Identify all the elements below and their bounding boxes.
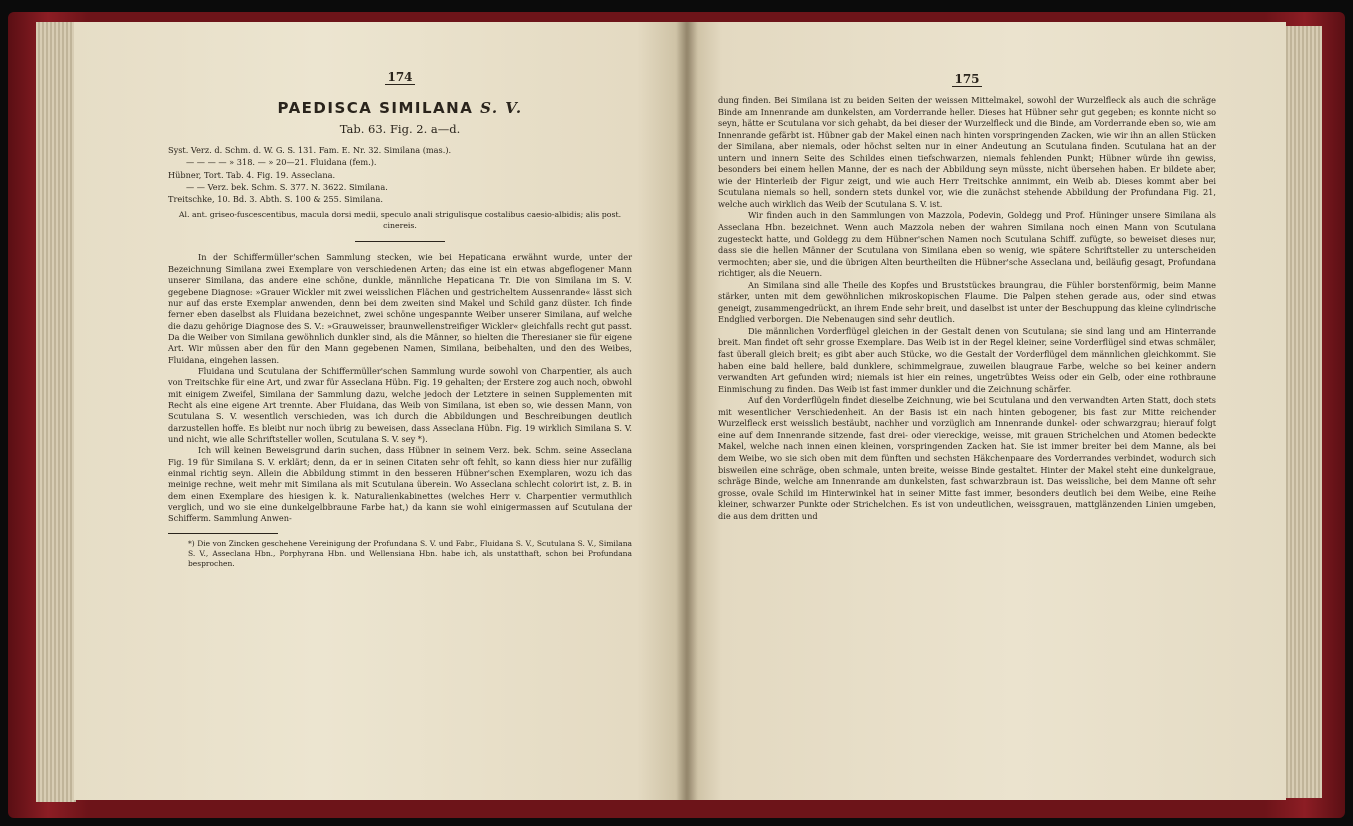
latin-diagnosis: Al. ant. griseo-fuscescentibus, macula dorsi medii, speculo anali strigulisque costalibus caesio-albidis; alis post. cinereis. <box>178 210 622 231</box>
synonymy-list <box>168 144 632 205</box>
synonymy-line: — — — — » 318. — » 20—21. Fluidana (fem.). <box>186 157 377 168</box>
section-divider <box>355 241 445 242</box>
paragraph: Auf den Vorderflügeln findet dieselbe Zeichnung, wie bei Scutulana und den verwandten Arten Statt, doch stets mit wesentlicher Verschiedenheit. An der Basis ist ein nach hinten gebogener, bis fast zur Mitte reichender Wurzelfleck erst weisslich bestäubt, nachher und vorzüglich am Innenrande dunkel- oder schwarzgrau; hierauf folgt eine auf dem Innenrande sitzende, fast drei- oder viereckige, weisse, mit grauen Strichelchen und Atomen bedeckte Makel, welche nach innen einen kleinen, vorspringenden Zacken hat. Sie ist immer breiter bei dem Manne, als bei dem Weibe, wo sie sich oben mit dem fünften und sechsten Häkchenpaare des Vorderrandes verbindet, wodurch sich bisweilen eine schräge, oben schmale, unten breite, weisse Binde gestaltet. Hinter der Makel steht eine dunkelgraue, schräge Binde, welche am Innenrande am dunkelsten, fast schwarzbraun ist. Das weissliche, bei dem Manne oft sehr grosse, ovale Schild im Hinterwinkel hat in seiner Mitte fast immer, besonders deutlich bei dem Weibe, eine Reihe kleiner, schwarzer Punkte oder Strichelchen. Es ist von undeutlichen, weissgrauen, mattglänzenden Linien umgeben, die aus dem dritten und <box>718 395 1216 521</box>
body-text <box>718 95 1216 522</box>
page-edges-right <box>1284 26 1322 798</box>
right-page <box>686 22 1286 800</box>
paragraph: Ich will keinen Beweisgrund darin suchen, dass Hübner in seinem Verz. bek. Schm. seine Asseclana Fig. 19 für Similana S. V. erklärt; denn, da er in seinen Citaten sehr oft fehlt, so kann diess hier nur zufällig einmal richtig seyn. Allein die Abbildung stimmt in den besseren Hübner'schen Exemplaren, wozu ich das meinige rechne, weit mehr mit Similana als mit Scutulana überein. Wo Asseclana schlecht colorirt ist, z. B. in dem einen Exemplare des hiesigen k. k. Naturalienkabinettes (welches Herr v. Charpentier vermuthlich verglich, und wo sie eine dunkelgelbbraune Farbe hat,) da kann sie wohl einigermassen auf Scutulana der Schifferm. Sammlung Anwen- <box>168 445 632 524</box>
synonymy-line: Syst. Verz. d. Schm. d. W. G. S. 131. Fam. E. Nr. 32. Similana (mas.). <box>168 145 452 155</box>
book-gutter <box>676 22 698 800</box>
paragraph: dung finden. Bei Similana ist zu beiden Seiten der weissen Mittelmakel, sowohl der Wurzelfleck als auch die schräge Binde am Innenrande am dunkelsten, am Vorderrande heller. Dieses hat Hübner sehr gut gegeben; es konnte nicht so seyn, hätte er Scutulana vor sich gehabt, da bei dieser der Wurzelfleck und die Binde, am Vorderrande eben so, wie am Innenrande gefärbt ist. Hübner gab der Makel einen nach hinten vorspringenden Zacken, wie wir ihn an allen Stücken der Similana, aber niemals, oder höchst selten nur in einer Andeutung an Scutulana finden. Scutulana hat an der untern und innern Seite des Schildes einen tiefschwarzen, niemals fehlenden Punkt; Hübner würde ihn gewiss, besonders bei einem hellen Manne, der es nach der Abbildung seyn müsste, nicht übersehen haben. Er bildete aber, wie der Hinterleib der Figur zeigt, und wie auch Herr Treitschke annimmt, ein Weib ab. Dieses kommt aber bei Scutulana niemals so hell, sondern stets dunkel vor, wie die zunächst stehende Abbildung der Profundana Fig. 21, welche auch wirklich das Weib der Scutulana S. V. ist. <box>718 95 1216 209</box>
species-title <box>168 99 632 117</box>
right-page-content <box>718 22 1216 522</box>
synonymy-line: — — Verz. bek. Schm. S. 377. N. 3622. Similana. <box>186 181 388 192</box>
footnote-divider <box>168 533 278 534</box>
synonymy-line: Hübner, Tort. Tab. 4. Fig. 19. Asseclana. <box>168 169 336 180</box>
body-text <box>168 252 632 524</box>
left-page-content <box>168 22 632 569</box>
page-number: 174 <box>387 70 413 84</box>
species-authority: S. V. <box>480 99 523 117</box>
page-number: 175 <box>954 72 980 86</box>
footnote: *) Die von Zincken geschehene Vereinigung der Profundana S. V. und Fabr., Fluidana S. V., Scutulana S. V., Similana S. V., Asseclana Hbn., Porphyrana Hbn. und Wellensiana Hbn. habe ich, als unstatthaft, schon bei Profundana besprochen. <box>188 538 632 568</box>
plate-reference: Tab. 63. Fig. 2. a—d. <box>339 122 461 136</box>
species-name: PAEDISCA SIMILANA <box>277 99 474 117</box>
synonymy-line: Treitschke, 10. Bd. 3. Abth. S. 100 & 255. Similana. <box>168 194 383 205</box>
paragraph: An Similana sind alle Theile des Kopfes und Bruststückes braungrau, die Fühler borstenförmig, beim Manne stärker, unten mit dem gewöhnlichen mikroskopischen Flaume. Die Palpen stehen gerade aus, oder sind etwas geneigt, zusammengedrückt, an ihrem Ende sehr breit, und daselbst ist unter der Beschuppung das kleine cylindrische Endglied verborgen. Die Nebenaugen sind sehr deutlich. <box>718 279 1216 325</box>
paragraph: In der Schiffermüller'schen Sammlung stecken, wie bei Hepaticana erwähnt wurde, unter der Bezeichnung Similana zwei Exemplare von verschiedenen Arten; das eine ist ein etwas abgeflogener Mann unserer Similana, das andere eine schöne, dunkle, männliche Hepaticana Tr. Die von Similana im S. V. gegebene Diagnose: »Grauer Wickler mit zwei weisslichen Flächen und gestricheltem Aussenrande« lässt sich nur auf das erste Exemplar anwenden, denn bei dem zweiten sind Makel und Schild ganz düster. Ich finde ferner eben daselbst als Fluidana bezeichnet, zwei schöne ungespannte Weiber unserer Similana, auf welche die dazu gehörige Diagnose des S. V.: »Grauweisser, braunwellenstreifiger Wickler« gleichfalls recht gut passt. Da die Weiber von Similana gewöhnlich dunkler sind, als die Männer, so hielten die Theresianer sie für eigene Art. Wir müssen aber den für den Mann gegebenen Namen, Similana, beibehalten, und den des Weibes, Fluidana, eingehen lassen. <box>168 252 632 365</box>
page-edges-left <box>36 22 76 802</box>
paragraph: Die männlichen Vorderflügel gleichen in der Gestalt denen von Scutulana; sie sind lang und am Hinterrande breit. Man findet oft sehr grosse Exemplare. Das Weib ist in der Regel kleiner, seine Vorderflügel sind etwas schmäler, fast überall gleich breit; es gibt aber auch Stücke, wo die Gestalt der Vorderflügel dem männlichen gleichkommt. Sie haben eine bald hellere, bald dunklere, schimmelgraue, zuweilen blaugraue Farbe, welche so bei keiner andern verwandten Art gefunden wird; niemals ist hier ein reines, ungetrübtes Weiss oder ein Gelb, oder eine rothbraune Einmischung zu finden. Das Weib ist fast immer dunkler und die Zeichnung schärfer. <box>718 325 1216 394</box>
left-page <box>74 22 686 800</box>
paragraph: Wir finden auch in den Sammlungen von Mazzola, Podevin, Goldegg und Prof. Hüninger unsere Similana als Asseclana Hbn. bezeichnet. Wenn auch Mazzola neben der wahren Similana noch einen Mann von Scutulana zugesteckt hatte, und Goldegg zu dem Hübner'schen Namen noch Scutulana Schiff. zufügte, so beweiset dieses nur, dass sie die hellen Männer der Scutulana von Similana eben so wenig, wie spätere Schriftsteller zu unterscheiden vermochten; aber sie, und die übrigen Alten beurtheilten die Hübner'sche Asseclana und, beiläufig gesagt, Profundana richtiger, als die Neuern. <box>718 210 1216 279</box>
paragraph: Fluidana und Scutulana der Schiffermüller'schen Sammlung wurde sowohl von Charpentier, als auch von Treitschke für eine Art, und zwar für Asseclana Hübn. Fig. 19 gehalten; der Erstere zog auch noch, obwohl mit einigem Zweifel, Similana der Sammlung dazu, welche jedoch der Letztere in seinen Supplementen mit Recht als eine eigene Art trennte. Aber Fluidana, das Weib von Similana, ist eben so, wie dessen Mann, von Scutulana S. V. wesentlich verschieden, was ich durch die Abbildungen und Beschreibungen deutlich darzustellen hoffe. Es bleibt nur noch übrig zu beweisen, dass Asseclana Hübn. Fig. 19 wirklich Similana S. V. und nicht, wie alle Schriftsteller wollen, Scutulana S. V. sey *). <box>168 365 632 444</box>
